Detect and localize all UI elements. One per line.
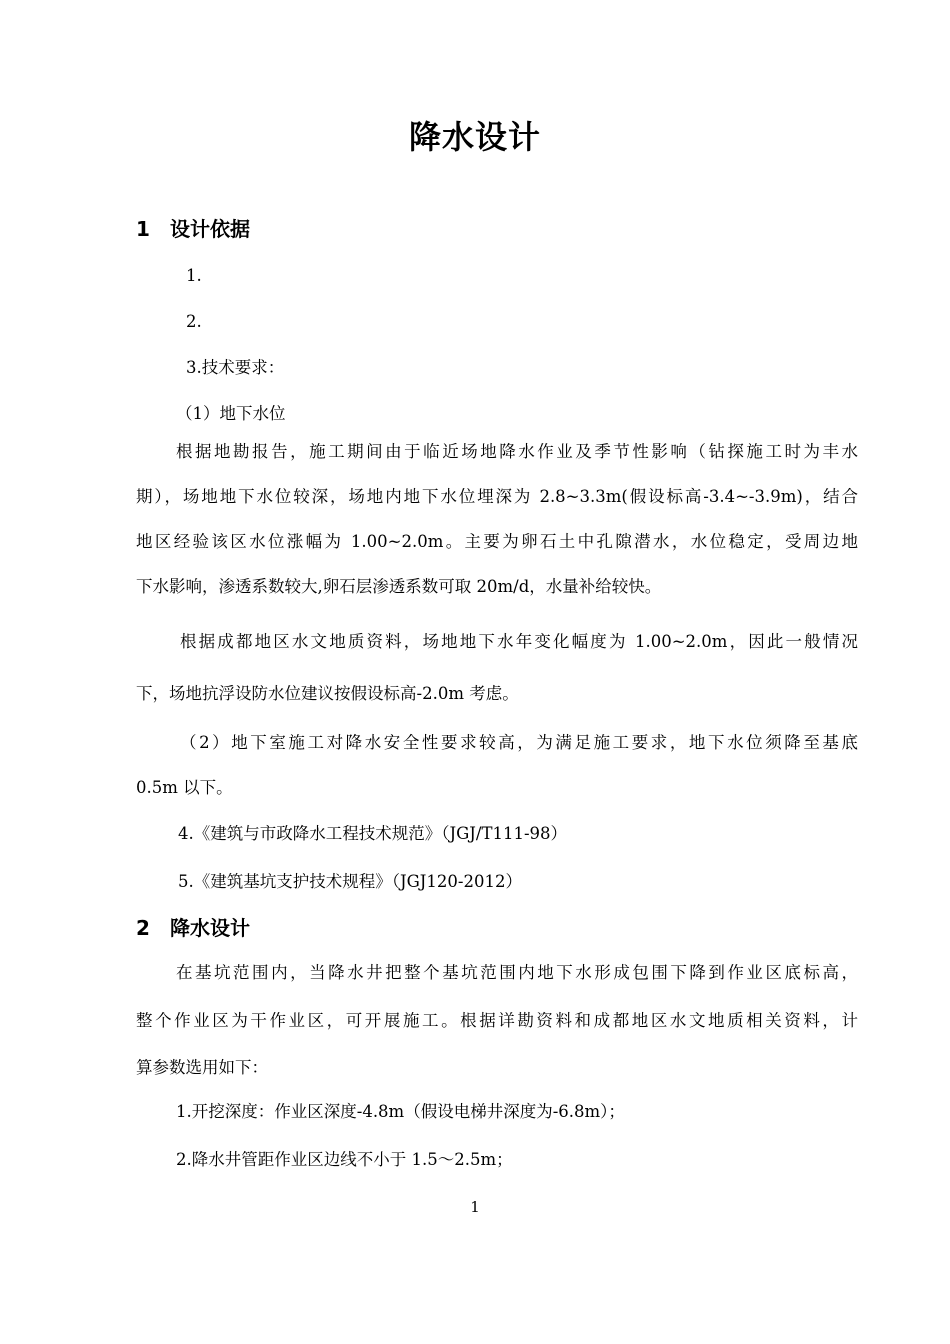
paragraph-line: 在基坑范围内，当降水井把整个基坑范围内地下水形成包围下降到作业区底标高， [176,963,858,982]
section-number: 1 [136,217,150,241]
document-title: 降水设计 [408,118,541,156]
section-title: 降水设计 [170,916,250,940]
section-heading-1 [136,213,250,242]
section-heading-2 [136,912,250,941]
paragraph-line: 下水影响，渗透系数较大,卵石层渗透系数可取 20m/d，水量补给较快。 [136,577,662,596]
paragraph-line: 算参数选用如下： [136,1058,268,1077]
paragraph-line: 地区经验该区水位涨幅为 1.00~2.0m。主要为卵石土中孔隙潜水，水位稳定，受周边地 [136,532,858,551]
paragraph-line: 根据地勘报告，施工期间由于临近场地降水作业及季节性影响（钻探施工时为丰水 [176,442,858,461]
list-item: 2. [186,312,202,331]
sub-item: （1）地下水位 [176,404,286,423]
paragraph-line: 根据成都地区水文地质资料，场地地下水年变化幅度为 1.00~2.0m，因此一般情况 [180,632,858,651]
paragraph-line: 下，场地抗浮设防水位建议按假设标高-2.0m 考虑。 [136,684,519,703]
reference-item: 4.《建筑与市政降水工程技术规范》（JGJ/T111-98） [178,824,568,843]
reference-item: 5.《建筑基坑支护技术规程》（JGJ120-2012） [178,872,522,891]
paragraph-line: 期），场地地下水位较深，场地内地下水位埋深为 2.8~3.3m(假设标高-3.4~-3.9m)，结合 [136,487,858,506]
list-item: 1. [186,266,202,285]
parameter-item: 2.降水井管距作业区边线不小于 1.5～2.5m； [176,1150,513,1169]
paragraph-line: （2）地下室施工对降水安全性要求较高，为满足施工要求，地下水位须降至基底 [180,733,858,752]
section-title: 设计依据 [170,217,250,241]
paragraph-line: 整个作业区为干作业区，可开展施工。根据详勘资料和成都地区水文地质相关资料，计 [136,1011,858,1030]
section-number: 2 [136,916,150,940]
paragraph-line: 0.5m 以下。 [136,778,233,797]
page-number: 1 [470,1198,480,1216]
parameter-item: 1.开挖深度：作业区深度-4.8m（假设电梯井深度为-6.8m）； [176,1102,625,1121]
list-item: 3.技术要求： [186,358,285,377]
